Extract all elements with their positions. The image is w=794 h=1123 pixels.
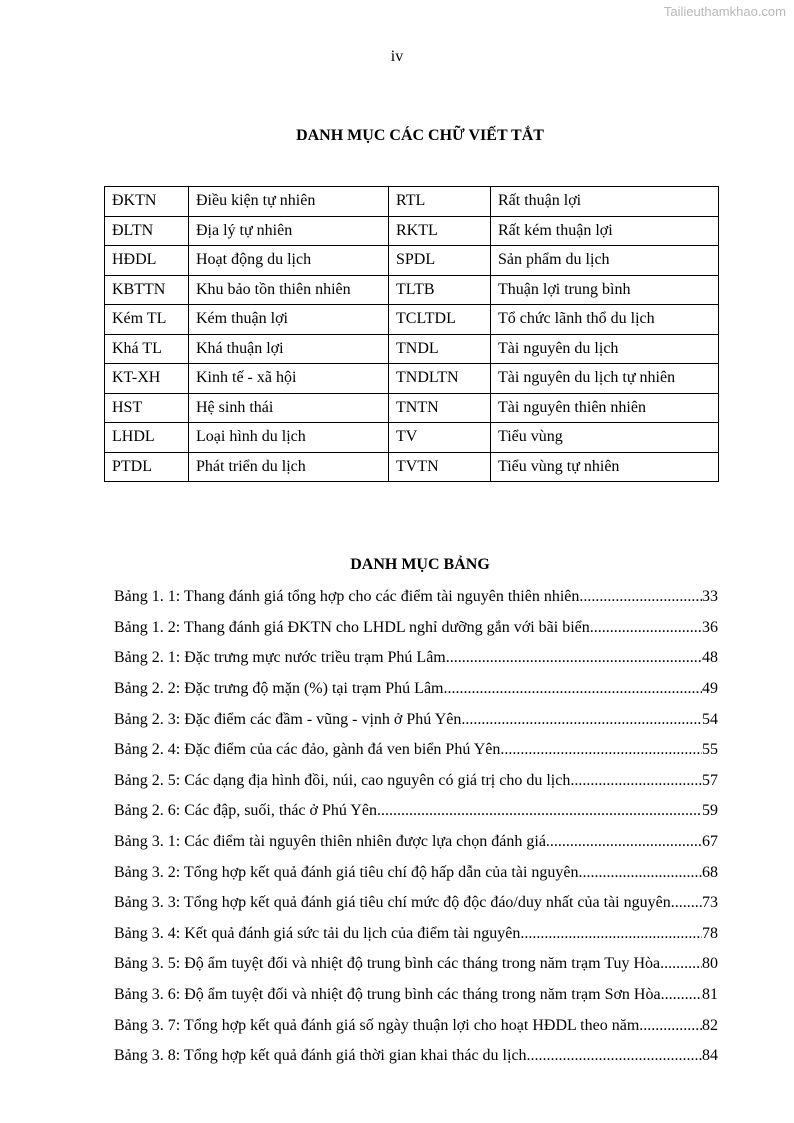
abbreviation-code: TLTB xyxy=(389,275,491,305)
abbreviation-code: SPDL xyxy=(389,246,491,276)
page-number: iv xyxy=(390,48,404,65)
abbreviation-meaning: Phát triển du lịch xyxy=(189,452,389,482)
abbreviation-code: TVTN xyxy=(389,452,491,482)
abbreviation-meaning: Tiểu vùng xyxy=(491,423,719,453)
dot-leader xyxy=(660,955,702,973)
table-list-entry[interactable] xyxy=(114,796,718,827)
entry-label: Bảng 3. 1: Các điểm tài nguyên thiên nhiên được lựa chọn đánh giá xyxy=(114,833,546,851)
entry-label: Bảng 2. 5: Các dạng địa hình đồi, núi, cao nguyên có giá trị cho du lịch xyxy=(114,771,571,789)
table-list-entry[interactable] xyxy=(114,1041,718,1072)
abbreviation-meaning: Điều kiện tự nhiên xyxy=(189,187,389,217)
abbreviation-code: KT-XH xyxy=(105,364,189,394)
abbreviation-meaning: Rất thuận lợi xyxy=(491,187,719,217)
abbreviation-code: TV xyxy=(389,423,491,453)
abbreviation-code: TCLTDL xyxy=(389,305,491,335)
abbreviation-meaning: Sản phẩm du lịch xyxy=(491,246,719,276)
abbreviation-row xyxy=(105,216,719,246)
abbreviation-code: TNTN xyxy=(389,393,491,423)
abbreviation-meaning: Loại hình du lịch xyxy=(189,423,389,453)
entry-label: Bảng 3. 2: Tổng hợp kết quả đánh giá tiêu chí độ hấp dẫn của tài nguyên xyxy=(114,863,579,881)
dot-leader xyxy=(675,894,702,912)
entry-label: Bảng 3. 7: Tổng hợp kết quả đánh giá số ngày thuận lợi cho hoạt HĐDL theo năm xyxy=(114,1016,640,1034)
dot-leader xyxy=(579,588,702,606)
dot-leader xyxy=(590,619,702,637)
entry-label: Bảng 3. 8: Tổng hợp kết quả đánh giá thời gian khai thác du lịch xyxy=(114,1047,527,1065)
entry-label: Bảng 2. 3: Đặc điểm các đầm - vũng - vịnh ở Phú Yên xyxy=(114,710,462,728)
abbreviation-code: HĐDL xyxy=(105,246,189,276)
entry-page: 73 xyxy=(702,894,718,912)
entry-page: 48 xyxy=(702,649,718,667)
abbreviation-meaning: Tài nguyên thiên nhiên xyxy=(491,393,719,423)
entry-label: Bảng 3. 5: Độ ẩm tuyệt đối và nhiệt độ trung bình các tháng trong năm trạm Tuy Hòa xyxy=(114,955,661,973)
dot-leader xyxy=(527,1047,702,1065)
dot-leader xyxy=(520,925,702,943)
abbreviation-meaning: Tiểu vùng tự nhiên xyxy=(491,452,719,482)
abbreviation-row xyxy=(105,187,719,217)
dot-leader xyxy=(570,772,702,790)
abbreviation-meaning: Khu bảo tồn thiên nhiên xyxy=(189,275,389,305)
abbreviation-meaning: Khá thuận lợi xyxy=(189,334,389,364)
abbreviation-code: RTL xyxy=(389,187,491,217)
abbreviations-heading: DANH MỤC CÁC CHỮ VIẾT TẮT xyxy=(296,127,544,144)
table-list-entry[interactable] xyxy=(114,888,718,919)
abbreviation-row xyxy=(105,334,719,364)
entry-page: 57 xyxy=(702,771,718,789)
entry-page: 55 xyxy=(702,741,718,759)
abbreviation-code: KBTTN xyxy=(105,275,189,305)
abbreviation-row xyxy=(105,452,719,482)
abbreviation-row xyxy=(105,275,719,305)
abbreviation-code: LHDL xyxy=(105,423,189,453)
abbreviation-row xyxy=(105,423,719,453)
table-list-entry[interactable] xyxy=(114,704,718,735)
table-list-entry[interactable] xyxy=(114,582,718,613)
table-list-entry[interactable] xyxy=(114,857,718,888)
entry-page: 78 xyxy=(702,924,718,942)
table-list-entry[interactable] xyxy=(114,980,718,1011)
abbreviation-code: TNDL xyxy=(389,334,491,364)
dot-leader xyxy=(661,986,702,1004)
dot-leader xyxy=(579,864,703,882)
entry-label: Bảng 2. 6: Các đập, suối, thác ở Phú Yên xyxy=(114,802,377,820)
entry-label: Bảng 1. 2: Thang đánh giá ĐKTN cho LHDL nghỉ dưỡng gắn với bãi biển xyxy=(114,618,590,636)
dot-leader xyxy=(446,649,702,667)
abbreviation-meaning: Tài nguyên du lịch tự nhiên xyxy=(491,364,719,394)
abbreviation-meaning: Rất kém thuận lợi xyxy=(491,216,719,246)
table-list-entry[interactable] xyxy=(114,674,718,705)
entry-label: Bảng 3. 6: Độ ẩm tuyệt đối và nhiệt độ trung bình các tháng trong năm trạm Sơn Hòa xyxy=(114,986,661,1004)
entry-page: 81 xyxy=(702,986,718,1004)
abbreviation-code: TNDLTN xyxy=(389,364,491,394)
entry-page: 54 xyxy=(702,710,718,728)
table-list-entry[interactable] xyxy=(114,613,718,644)
table-list-entry[interactable] xyxy=(114,735,718,766)
abbreviation-code: HST xyxy=(105,393,189,423)
abbreviation-meaning: Địa lý tự nhiên xyxy=(189,216,389,246)
abbreviation-meaning: Tài nguyên du lịch xyxy=(491,334,719,364)
table-list-entry[interactable] xyxy=(114,1010,718,1041)
abbreviation-row xyxy=(105,246,719,276)
table-list-entry[interactable] xyxy=(114,766,718,797)
abbreviation-meaning: Hoạt động du lịch xyxy=(189,246,389,276)
abbreviation-row xyxy=(105,393,719,423)
dot-leader xyxy=(377,802,702,820)
abbreviation-code: ĐKTN xyxy=(105,187,189,217)
abbreviation-meaning: Tổ chức lãnh thổ du lịch xyxy=(491,305,719,335)
abbreviation-row xyxy=(105,305,719,335)
entry-page: 82 xyxy=(702,1016,718,1034)
entry-page: 68 xyxy=(702,863,718,881)
abbreviation-meaning: Kinh tế - xã hội xyxy=(189,364,389,394)
entry-label: Bảng 3. 4: Kết quả đánh giá sức tải du lịch của điểm tài nguyên xyxy=(114,924,521,942)
abbreviations-table xyxy=(104,186,719,482)
abbreviation-row xyxy=(105,364,719,394)
entry-page: 67 xyxy=(702,833,718,851)
entry-page: 36 xyxy=(702,618,718,636)
dot-leader xyxy=(443,680,702,698)
abbreviation-code: PTDL xyxy=(105,452,189,482)
tables-list xyxy=(114,582,718,1072)
dot-leader xyxy=(546,833,702,851)
abbreviation-code: RKTL xyxy=(389,216,491,246)
table-list-entry[interactable] xyxy=(114,643,718,674)
entry-label: Bảng 2. 1: Đặc trưng mực nước triều trạm Phú Lâm xyxy=(114,649,446,667)
entry-label: Bảng 2. 2: Đặc trưng độ mặn (%) tại trạm Phú Lâm xyxy=(114,680,444,698)
dot-leader xyxy=(461,711,702,729)
dot-leader xyxy=(500,741,702,759)
tables-list-heading: DANH MỤC BẢNG xyxy=(350,556,490,573)
table-list-entry[interactable] xyxy=(114,919,718,950)
entry-page: 33 xyxy=(702,588,718,606)
entry-label: Bảng 2. 4: Đặc điểm của các đảo, gành đá ven biển Phú Yên xyxy=(114,741,501,759)
entry-page: 80 xyxy=(702,955,718,973)
watermark: Tailieuthamkhao.com xyxy=(663,4,786,19)
abbreviation-code: Khá TL xyxy=(105,334,189,364)
abbreviation-meaning: Thuận lợi trung bình xyxy=(491,275,719,305)
table-list-entry[interactable] xyxy=(114,827,718,858)
entry-page: 49 xyxy=(702,680,718,698)
abbreviation-code: ĐLTN xyxy=(105,216,189,246)
entry-page: 84 xyxy=(702,1047,718,1065)
table-list-entry[interactable] xyxy=(114,949,718,980)
abbreviation-meaning: Kém thuận lợi xyxy=(189,305,389,335)
entry-label: Bảng 1. 1: Thang đánh giá tổng hợp cho các điểm tài nguyên thiên nhiên xyxy=(114,588,580,606)
entry-page: 59 xyxy=(702,802,718,820)
abbreviation-code: Kém TL xyxy=(105,305,189,335)
entry-label: Bảng 3. 3: Tổng hợp kết quả đánh giá tiêu chí mức độ độc đáo/duy nhất của tài nguyên. xyxy=(114,894,675,912)
dot-leader xyxy=(639,1017,702,1035)
abbreviation-meaning: Hệ sinh thái xyxy=(189,393,389,423)
